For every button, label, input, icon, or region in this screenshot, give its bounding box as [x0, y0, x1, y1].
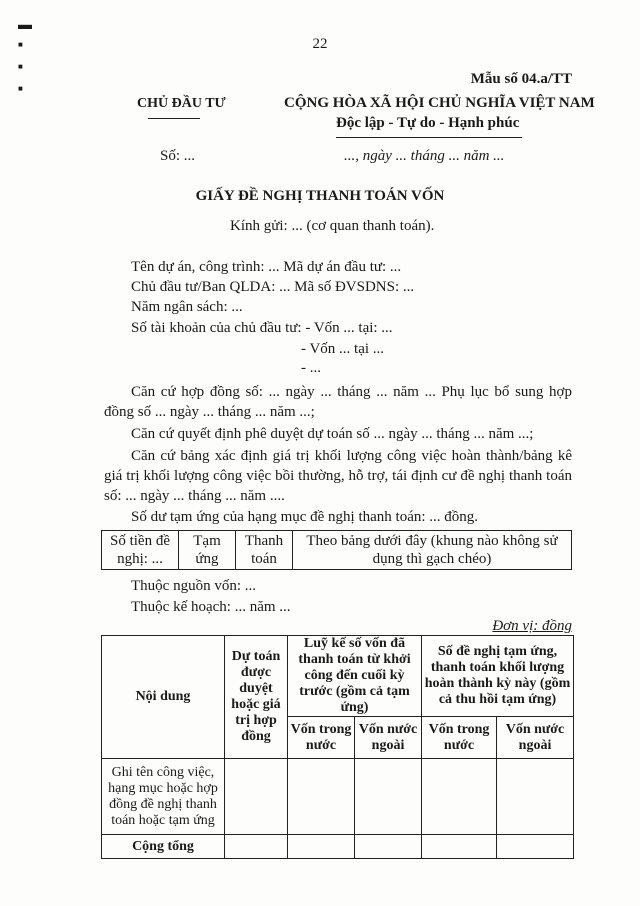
cell-empty — [225, 759, 288, 835]
paragraph-decision: Căn cứ quyết định phê duyệt dự toán số ... ngày ... tháng ... năm ...; — [131, 426, 534, 442]
document-number: Số: ... — [160, 148, 196, 164]
page-number: 22 — [312, 36, 328, 52]
sub-foreign-2: Vốn nước ngoài — [497, 717, 574, 759]
cell-empty — [355, 759, 422, 835]
cell-empty — [422, 759, 497, 835]
source-of-funds: Thuộc nguồn vốn: ... — [131, 578, 256, 594]
field-account-2: - Vốn ... tại ... — [301, 341, 385, 357]
field-project: Tên dự án, công trình: ... Mã dự án đầu tư: ... — [131, 259, 402, 275]
margin-mark: ■ — [18, 84, 23, 93]
form-code: Mẫu số 04.a/TT — [470, 71, 572, 87]
field-account-3: - ... — [301, 360, 321, 376]
row-description: Ghi tên công việc, hạng mục hoặc hợp đồng đề nghị thanh toán hoặc tạm ứng — [102, 759, 225, 835]
cell-empty — [497, 835, 574, 859]
row-total: Cộng tổng — [102, 835, 225, 859]
paragraph-volume: Căn cứ bảng xác định giá trị khối lượng công việc hoàn thành/bảng kê giá trị khối lượng công việc bồi thường, hỗ trợ, tái định cư đề nghị thanh toán số: ... ngày ... tháng ... năm .... — [104, 448, 572, 504]
request-note-cell: Theo bảng dưới đây (khung nào không sử dụng thì gạch chéo) — [293, 531, 572, 570]
field-investor: Chủ đầu tư/Ban QLDA: ... Mã số ĐVSDNS: ... — [131, 279, 415, 295]
divider — [336, 137, 522, 138]
margin-mark: ■ — [18, 40, 23, 49]
cell-empty — [288, 759, 355, 835]
document-title: GIẤY ĐỀ NGHỊ THANH TOÁN VỐN — [195, 188, 445, 204]
request-table — [101, 530, 572, 570]
motto: Độc lập - Tự do - Hạnh phúc — [336, 115, 520, 131]
field-budget-year: Năm ngân sách: ... — [131, 299, 243, 315]
payment-table — [101, 635, 574, 859]
margin-mark: ■ — [18, 62, 23, 71]
paragraph-advance-balance: Số dư tạm ứng của hạng mục đề nghị thanh toán: ... đồng. — [131, 509, 479, 525]
republic-heading: CỘNG HÒA XÃ HỘI CHỦ NGHĨA VIỆT NAM — [284, 95, 595, 111]
cell-empty — [422, 835, 497, 859]
plan-year: Thuộc kế hoạch: ... năm ... — [131, 599, 291, 615]
cell-empty — [355, 835, 422, 859]
request-amount-cell: Số tiền đề nghị: ... — [102, 531, 179, 570]
cell-empty — [497, 759, 574, 835]
header-requested: Số đề nghị tạm ứng, thanh toán khối lượng hoàn thành kỳ này (gồm cả thu hồi tạm ứng) — [422, 636, 574, 717]
request-payment-cell: Thanh toán — [236, 531, 293, 570]
sub-foreign-1: Vốn nước ngoài — [355, 717, 422, 759]
field-account: Số tài khoản của chủ đầu tư: - Vốn ... tại: ... — [131, 320, 393, 336]
header-cumulative: Luỹ kế số vốn đã thanh toán từ khởi công đến cuối kỳ trước (gồm cả tạm ứng) — [288, 636, 422, 717]
divider — [148, 118, 200, 119]
sub-domestic-2: Vốn trong nước — [422, 717, 497, 759]
request-advance-cell: Tạm ứng — [179, 531, 236, 570]
paragraph-contract: Căn cứ hợp đồng số: ... ngày ... tháng ... năm ... Phụ lục bổ sung hợp đồng số ... ngày ... tháng ... năm ...; — [104, 384, 572, 420]
document-date: ..., ngày ... tháng ... năm ... — [344, 148, 505, 164]
investor-heading: CHỦ ĐẦU TƯ — [137, 96, 226, 111]
header-estimate: Dự toán được duyệt hoặc giá trị hợp đồng — [225, 636, 288, 759]
cell-empty — [225, 835, 288, 859]
addressee: Kính gửi: ... (cơ quan thanh toán). — [230, 218, 435, 234]
header-content: Nội dung — [102, 636, 225, 759]
cell-empty — [288, 835, 355, 859]
sub-domestic-1: Vốn trong nước — [288, 717, 355, 759]
margin-mark: ▬ — [18, 18, 32, 33]
currency-unit: Đơn vị: đồng — [492, 618, 572, 634]
